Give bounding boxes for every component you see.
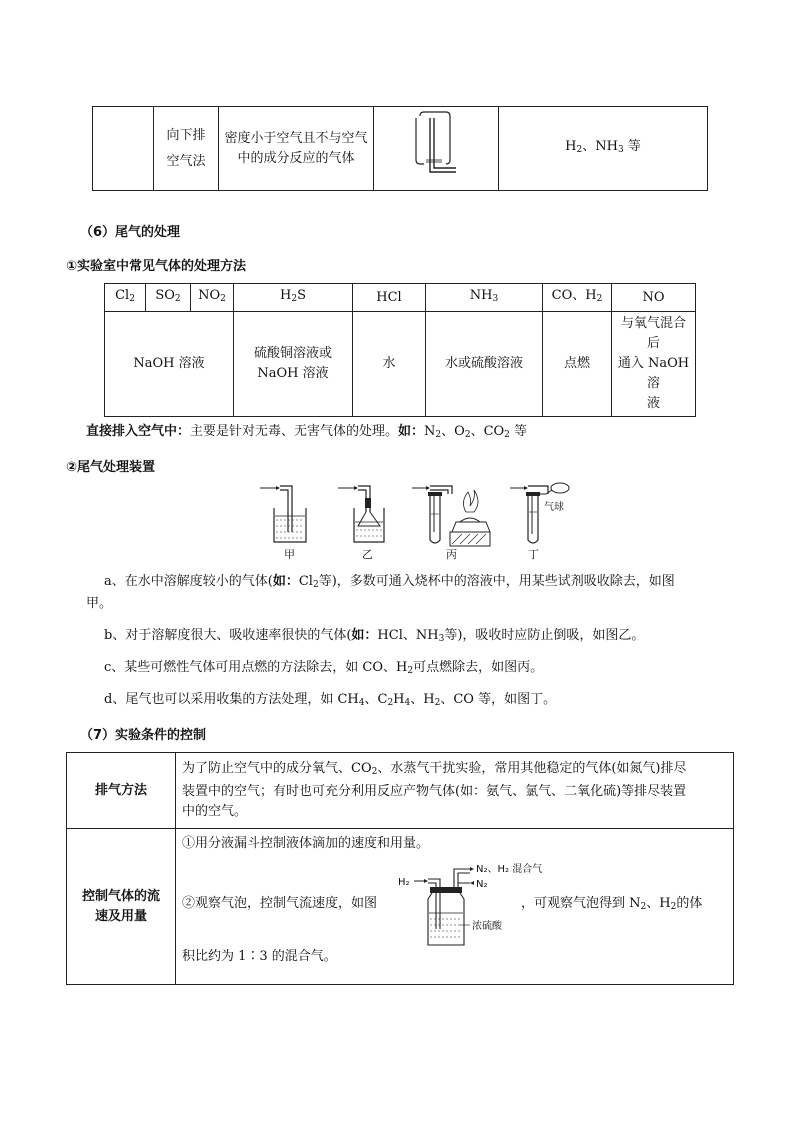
header-so2: $SO_2$	[146, 284, 191, 312]
item-a: a、在水中溶解度较小的气体(如：$Cl_2$等)，多数可通入烧杯中的溶液中，用某些试剂吸收除去，如图	[104, 574, 675, 590]
cell-h2s-treatment: 硫酸铜溶液或 NaOH 溶液	[234, 312, 353, 417]
subsection-1-title: ①实验室中常见气体的处理方法	[66, 259, 247, 274]
item-c: c、某些可燃性气体可用点燃的方法除去，如 CO、$H_2$可点燃除去，如图丙。	[104, 660, 544, 676]
cond-label-exhaust: 排气方法	[67, 753, 176, 829]
cell-hcl-treatment: 水	[353, 312, 426, 417]
label-jia: 甲	[284, 548, 295, 561]
header-h2s: $H_2S$	[234, 284, 353, 312]
inverted-tube	[420, 112, 450, 164]
item-a-line2: 甲。	[86, 596, 113, 611]
apparatus-bing	[412, 486, 490, 546]
method-cell	[154, 107, 219, 191]
apparatus-cell	[374, 107, 499, 191]
downward-air-displacement-apparatus	[406, 110, 466, 180]
svg-text:N₂、H₂ 混合气: N₂、H₂ 混合气	[476, 864, 543, 875]
balloon-label: 气球	[544, 502, 564, 513]
description-cell: 密度小于空气且不与空气 中的成分反应的气体	[219, 107, 374, 191]
section-7-title: （7）实验条件的控制	[80, 728, 207, 743]
item-d: d、尾气也可以采用收集的方法处理，如 $CH_4$、$C_2H_4$、$H_2$、CO 等，如图丁。	[104, 692, 557, 708]
gas-wash-bottle-figure	[398, 859, 548, 951]
svg-text:H₂: H₂	[398, 877, 410, 888]
header-hcl: HCl	[353, 284, 426, 312]
header-nh3: $NH_3$	[426, 284, 543, 312]
gases-cell: $H_2$、$NH_3$ 等	[499, 107, 708, 191]
gas-treatment-table	[104, 283, 696, 417]
cond-flow-text: ①用分液漏斗控制液体滴加的速度和用量。 ②观察气泡，控制气流速度，如图 ，可观察气泡得到 $N_2$、$H_2$的体 积比约为 1∶3 的混合气。 H₂ N₂、H₂ 混合气 N₂ 浓硫酸	[176, 829, 734, 985]
direct-emission-paragraph: 直接排入空气中：主要是针对无毒、无害气体的处理。如：$N_2$、$O_2$、$CO_2$ 等	[86, 424, 528, 440]
header-cl2: $Cl_2$	[105, 284, 146, 312]
collection-method-table	[92, 106, 708, 191]
conditions-table	[66, 752, 734, 985]
label-ding: 丁	[528, 548, 539, 561]
empty-cell	[93, 107, 154, 191]
header-no: NO	[612, 284, 696, 312]
method-line1: 向下排	[166, 127, 206, 143]
svg-text:浓硫酸: 浓硫酸	[472, 921, 502, 932]
header-no2: $NO_2$	[191, 284, 234, 312]
svg-text:N₂: N₂	[476, 879, 488, 890]
apparatus-ding	[510, 483, 569, 543]
label-yi: 乙	[362, 548, 373, 561]
cell-no-treatment: 与氧气混合后 通入 NaOH 溶 液	[612, 312, 696, 417]
exhaust-apparatus-figure	[256, 482, 576, 562]
cell-naoh: NaOH 溶液	[105, 312, 234, 417]
method-line2: 空气法	[166, 153, 206, 169]
cell-nh3-treatment: 水或硫酸溶液	[426, 312, 543, 417]
header-co-h2: CO、$H_2$	[543, 284, 612, 312]
label-bing: 丙	[446, 548, 457, 561]
section-6-title: （6）尾气的处理	[80, 225, 181, 240]
balloon	[551, 483, 569, 493]
cell-co-treatment: 点燃	[543, 312, 612, 417]
cond-exhaust-text: 为了防止空气中的成分氧气、$CO_2$、水蒸气干扰实验，常用其他稳定的气体(如氮气)排尽 装置中的空气；有时也可充分利用反应产物气体(如：氨气、氯气、二氧化硫)等排尽装置 中的空气。	[176, 753, 734, 829]
item-b: b、对于溶解度很大、吸收速率很快的气体(如：HCl、$NH_3$等)，吸收时应防止倒吸，如图乙。	[104, 628, 645, 644]
apparatus-jia	[260, 486, 306, 542]
apparatus-yi	[338, 486, 384, 542]
subsection-2-title: ②尾气处理装置	[66, 460, 156, 475]
cond-label-flow: 控制气体的流 速及用量	[67, 829, 176, 985]
